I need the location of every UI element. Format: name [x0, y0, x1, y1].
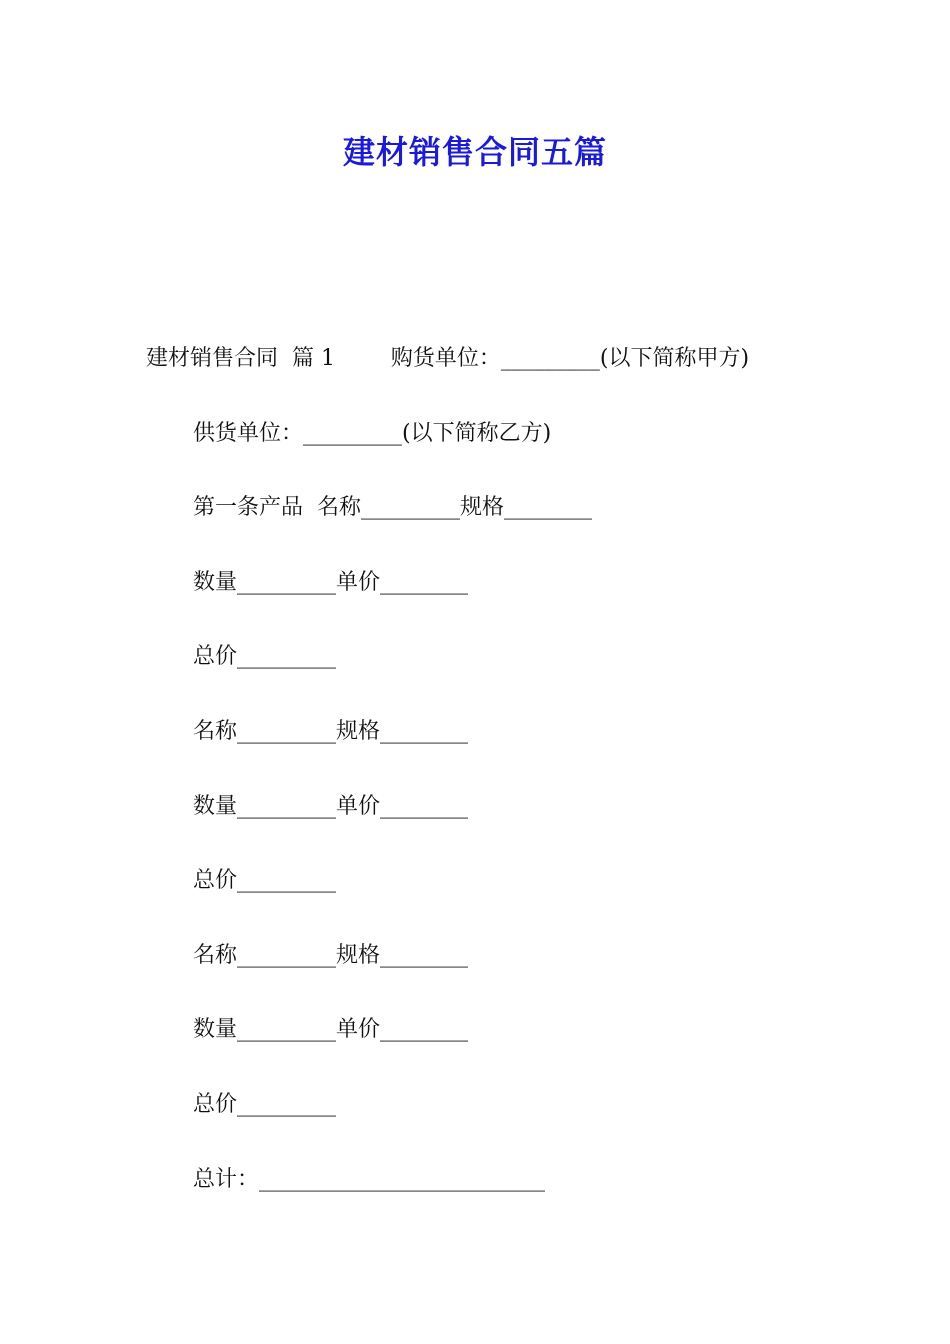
- total-price-line: 总价_________: [193, 1092, 337, 1117]
- document-title: 建材销售合同五篇: [342, 133, 607, 171]
- supplier-line: 供货单位：_________(以下简称乙方): [193, 421, 552, 446]
- quantity-unit-price-line: 数量_________单价________: [193, 1017, 469, 1042]
- total-price-line: 总价_________: [193, 644, 337, 669]
- quantity-unit-price-line: 数量_________单价________: [193, 570, 469, 595]
- grand-total-line: 总计：__________________________: [193, 1167, 546, 1192]
- article-1-product-line: 第一条产品 名称_________规格________: [193, 495, 592, 520]
- name-spec-line: 名称_________规格________: [193, 943, 469, 968]
- intro-line-buyer: 建材销售合同 篇 1 购货单位：_________(以下简称甲方): [146, 346, 750, 371]
- quantity-unit-price-line: 数量_________单价________: [193, 794, 469, 819]
- total-price-line: 总价_________: [193, 868, 337, 893]
- name-spec-line: 名称_________规格________: [193, 719, 469, 744]
